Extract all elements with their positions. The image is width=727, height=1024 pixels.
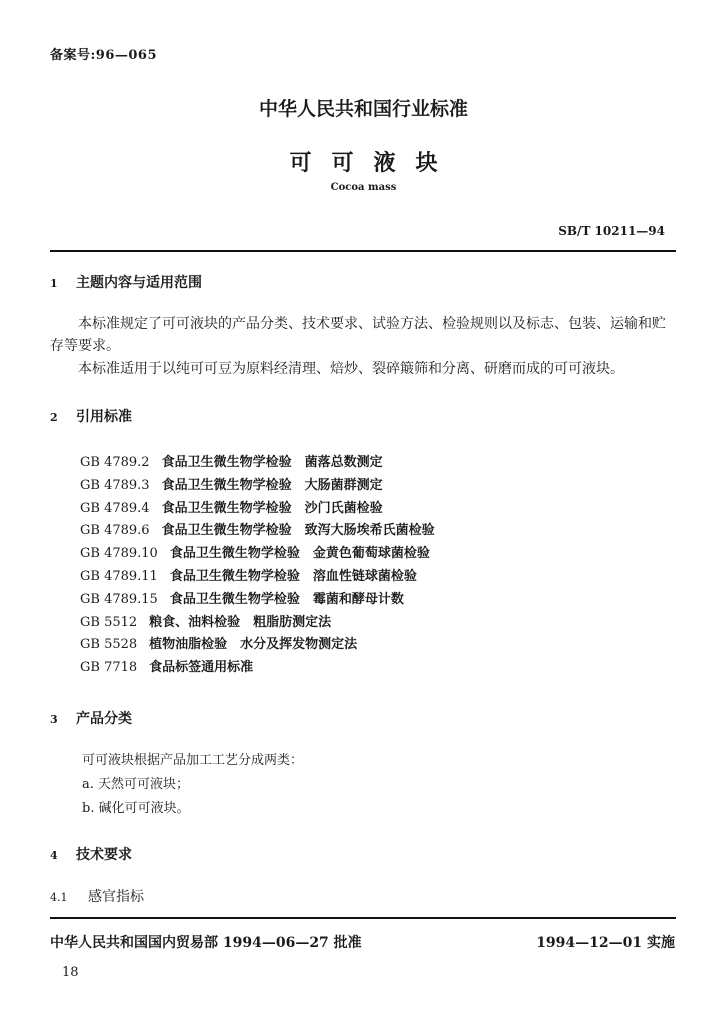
section-title: 产品分类: [76, 711, 132, 727]
reference-code: GB 4789.10: [80, 546, 158, 562]
reference-code: GB 7718: [80, 660, 138, 676]
reference-code: GB 4789.15: [80, 591, 158, 607]
reference-code: GB 4789.11: [80, 568, 158, 584]
reference-title: 食品标签通用标准: [149, 660, 254, 676]
section-2-heading: [50, 406, 132, 426]
subsection-title: 感官指标: [88, 889, 144, 905]
list-item: [80, 589, 435, 612]
reference-title: 食品卫生微生物学检验 致泻大肠埃希氏菌检验: [161, 523, 435, 539]
reference-title: 食品卫生微生物学检验 霉菌和酵母计数: [169, 591, 404, 607]
section-4-heading: [50, 844, 132, 864]
section-number: 2: [50, 411, 58, 424]
reference-code: GB 4789.6: [80, 523, 150, 539]
reference-code: GB 5512: [80, 614, 138, 630]
classification-item-a: a. 天然可可液块；: [82, 777, 190, 792]
reference-title: 食品卫生微生物学检验 菌落总数测定: [161, 455, 383, 470]
subsection-number: 4.1: [50, 891, 68, 904]
subsection-4-1-heading: [50, 886, 144, 906]
document-title: 可可液块: [289, 150, 458, 176]
page-number: 18: [62, 965, 79, 980]
standard-code: SB/T 10211—94: [558, 224, 665, 238]
applicability-paragraph: 本标准适用于以纯可可豆为原料经清理、焙炒、裂碎簸筛和分离、研磨而成的可可液块。: [78, 361, 624, 377]
list-item: [80, 520, 435, 543]
section-number: 4: [50, 849, 58, 862]
reference-code: GB 4789.2: [80, 455, 150, 470]
reference-title: 食品卫生微生物学检验 金黄色葡萄球菌检验: [169, 546, 430, 562]
header-rule: [50, 250, 676, 252]
issuing-authority: 中华人民共和国国内贸易部 1994—06—27 批准: [50, 935, 362, 951]
list-item: [80, 498, 435, 521]
reference-code: GB 4789.3: [80, 477, 150, 493]
standard-category: 中华人民共和国行业标准: [258, 98, 468, 120]
reference-title: 食品卫生微生物学检验 大肠菌群测定: [161, 477, 383, 493]
list-item: [80, 566, 435, 589]
list-item: [80, 657, 435, 680]
reference-list: [80, 452, 435, 680]
footer-rule: [50, 917, 676, 919]
section-number: 3: [50, 713, 58, 726]
section-3-heading: [50, 708, 132, 728]
document-title-en: Cocoa mass: [330, 182, 397, 193]
list-item: [80, 612, 435, 635]
section-1-heading: [50, 272, 202, 292]
classification-item-b: b. 碱化可可液块。: [82, 801, 190, 816]
reference-code: GB 5528: [80, 637, 138, 653]
classification-intro: 可可液块根据产品加工工艺分成两类：: [82, 753, 304, 768]
reference-title: 植物油脂检验 水分及挥发物测定法: [149, 637, 358, 653]
list-item: [80, 475, 435, 498]
list-item: [80, 634, 435, 657]
section-title: 技术要求: [76, 847, 132, 863]
filing-number: 备案号:96—065: [50, 48, 158, 63]
scope-paragraph: 本标准规定了可可液块的产品分类、技术要求、试验方法、检验规则以及标志、包装、运输和贮存等要求。: [50, 316, 666, 354]
reference-title: 粮食、油料检验 粗脂肪测定法: [149, 614, 332, 630]
list-item: [80, 543, 435, 566]
effective-date: 1994—12—01 实施: [536, 935, 675, 951]
list-item: [80, 452, 435, 475]
reference-title: 食品卫生微生物学检验 沙门氏菌检验: [161, 500, 383, 516]
reference-title: 食品卫生微生物学检验 溶血性链球菌检验: [169, 568, 417, 584]
section-title: 引用标准: [76, 409, 132, 425]
section-title: 主题内容与适用范围: [76, 275, 202, 291]
reference-code: GB 4789.4: [80, 500, 150, 516]
section-number: 1: [50, 277, 58, 290]
